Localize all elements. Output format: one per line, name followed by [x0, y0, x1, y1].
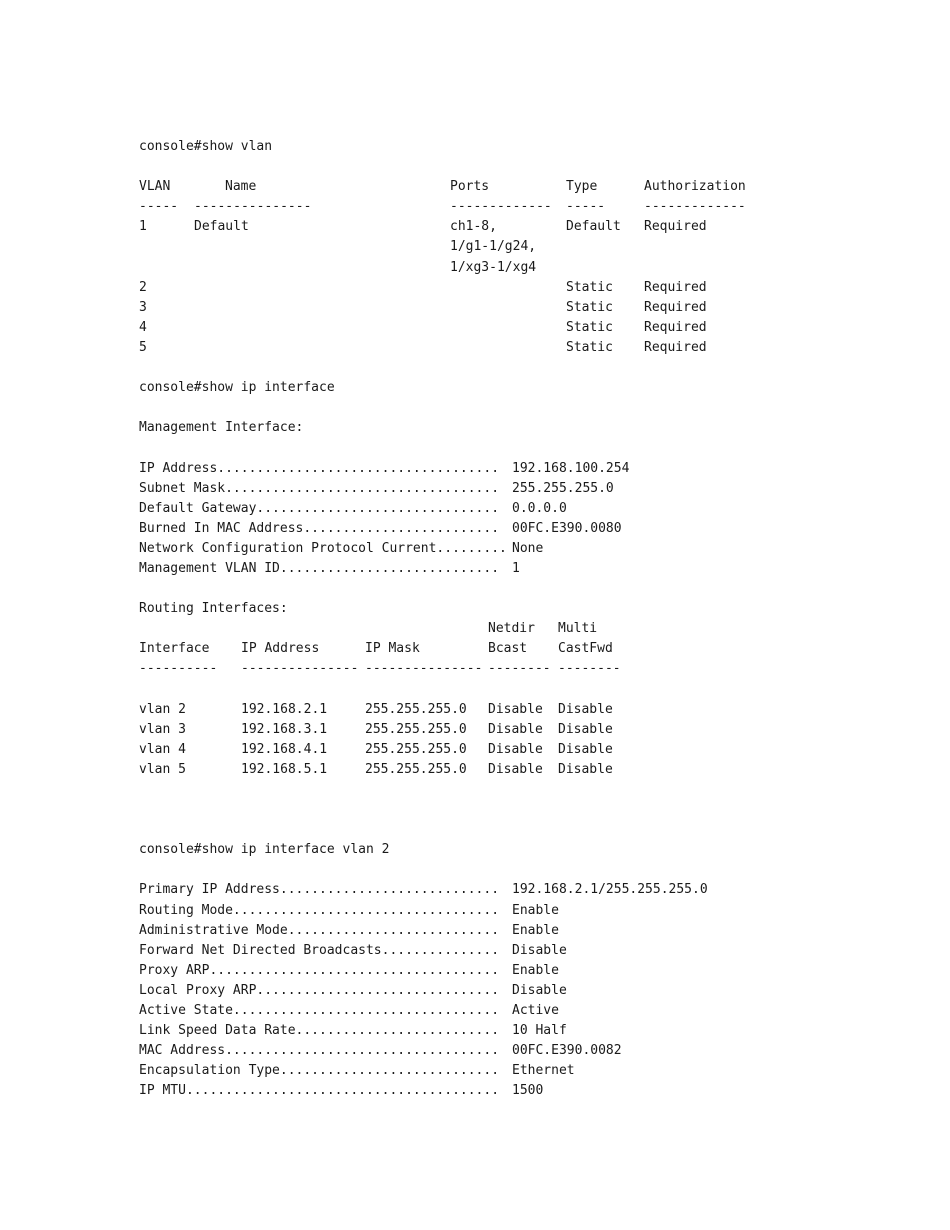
vlan2-value: Disable — [512, 942, 567, 958]
vlan-authorization: Required — [644, 299, 707, 315]
vlan2-value: 00FC.E390.0082 — [512, 1043, 622, 1059]
vlan-type: Static — [566, 339, 613, 355]
vlan2-value: Active — [512, 1003, 559, 1019]
vlan2-label: Routing Mode.................................. — [139, 902, 500, 918]
management-row — [139, 499, 567, 519]
header-interface: Interface — [139, 641, 210, 657]
management-label: Default Gateway............................... — [139, 500, 500, 516]
vlan-row — [139, 338, 707, 358]
header-ports: Ports — [450, 179, 490, 195]
underline-ip-mask: --------------- — [365, 661, 483, 677]
vlan2-value: Ethernet — [512, 1063, 575, 1079]
vlan2-value: 192.168.2.1/255.255.255.0 — [512, 882, 708, 898]
header-netdir: Netdir — [488, 621, 535, 637]
header-bcast: Bcast — [488, 641, 528, 657]
routing-interfaces-title: Routing Interfaces: — [139, 601, 288, 617]
vlan2-row — [139, 901, 559, 921]
vlan2-row — [139, 1061, 575, 1081]
vlan2-row — [139, 1001, 559, 1021]
vlan-id: 5 — [139, 339, 147, 355]
management-row — [139, 539, 544, 559]
routing-ip: 192.168.5.1 — [241, 761, 328, 777]
vlan2-row — [139, 1041, 622, 1061]
terminal-output — [139, 137, 746, 1102]
vlan-name: Default — [194, 219, 249, 235]
vlan-row-continuation — [139, 258, 537, 278]
routing-mask: 255.255.255.0 — [365, 701, 467, 717]
vlan2-row — [139, 941, 567, 961]
vlan2-row — [139, 961, 559, 981]
vlan-id: 4 — [139, 319, 147, 335]
routing-bcast: Disable — [488, 701, 543, 717]
routing-castfwd: Disable — [558, 761, 613, 777]
header-castfwd: CastFwd — [558, 641, 613, 657]
vlan-type: Static — [566, 319, 613, 335]
management-row — [139, 559, 520, 579]
show-ip-interface-vlan-command: console#show ip interface vlan 2 — [139, 842, 390, 858]
management-value: 192.168.100.254 — [512, 460, 630, 476]
vlan-id: 2 — [139, 279, 147, 295]
vlan-ports: 1/g1-1/g24, — [450, 239, 537, 255]
routing-castfwd: Disable — [558, 741, 613, 757]
routing-mask: 255.255.255.0 — [365, 721, 467, 737]
management-value: 1 — [512, 560, 520, 576]
management-row — [139, 519, 622, 539]
header-ip-mask: IP Mask — [365, 641, 420, 657]
header-authorization: Authorization — [644, 179, 746, 195]
routing-row — [139, 740, 613, 760]
routing-row — [139, 760, 613, 780]
vlan2-row — [139, 1081, 544, 1101]
vlan2-value: Enable — [512, 922, 559, 938]
vlan2-label: Primary IP Address............................ — [139, 882, 500, 898]
management-label: IP Address.................................... — [139, 460, 500, 476]
routing-interface: vlan 4 — [139, 741, 186, 757]
vlan2-value: 1500 — [512, 1083, 544, 1099]
vlan-authorization: Required — [644, 219, 707, 235]
underline-ip-address: --------------- — [241, 661, 359, 677]
management-value: 00FC.E390.0080 — [512, 520, 622, 536]
vlan-row-continuation — [139, 237, 537, 257]
management-label: Management VLAN ID............................ — [139, 560, 500, 576]
vlan2-label: Link Speed Data Rate.......................... — [139, 1023, 500, 1039]
routing-interface: vlan 3 — [139, 721, 186, 737]
vlan-row — [139, 217, 707, 237]
vlan2-label: Encapsulation Type............................ — [139, 1063, 500, 1079]
vlan2-row — [139, 880, 708, 900]
vlan2-label: Administrative Mode........................... — [139, 922, 500, 938]
vlan2-value: 10 Half — [512, 1023, 567, 1039]
vlan2-label: Proxy ARP..................................... — [139, 962, 500, 978]
vlan2-label: MAC Address................................... — [139, 1043, 500, 1059]
vlan-authorization: Required — [644, 319, 707, 335]
header-name: Name — [225, 179, 257, 195]
routing-bcast: Disable — [488, 741, 543, 757]
routing-interface: vlan 2 — [139, 701, 186, 717]
vlan-row — [139, 278, 707, 298]
show-vlan-command: console#show vlan — [139, 139, 273, 154]
show-ip-interface-command: console#show ip interface — [139, 380, 335, 396]
vlan-authorization: Required — [644, 279, 707, 295]
routing-table-underline — [139, 659, 621, 679]
vlan2-row — [139, 981, 567, 1001]
underline-authorization: ------------- — [644, 199, 746, 215]
vlan2-label: Forward Net Directed Broadcasts............... — [139, 942, 500, 958]
management-label: Network Configuration Protocol Current......... — [139, 540, 507, 556]
vlan-row — [139, 298, 707, 318]
routing-table-header — [139, 639, 613, 659]
vlan-table-header — [139, 177, 746, 197]
underline-type: ----- — [566, 199, 606, 215]
management-row — [139, 459, 630, 479]
routing-bcast: Disable — [488, 721, 543, 737]
header-type: Type — [566, 179, 598, 195]
routing-bcast: Disable — [488, 761, 543, 777]
underline-ports: ------------- — [450, 199, 552, 215]
vlan-type: Default — [566, 219, 621, 235]
management-interface-title: Management Interface: — [139, 420, 304, 436]
underline-name: --------------- — [194, 199, 312, 215]
vlan2-value: Enable — [512, 962, 559, 978]
underline-bcast: -------- — [488, 661, 551, 677]
vlan2-value: Enable — [512, 902, 559, 918]
routing-mask: 255.255.255.0 — [365, 741, 467, 757]
routing-table-header-top — [139, 619, 598, 639]
underline-vlan: ----- — [139, 199, 179, 215]
management-row — [139, 479, 614, 499]
vlan-ports: ch1-8, — [450, 219, 497, 235]
vlan2-label: Local Proxy ARP............................... — [139, 982, 500, 998]
vlan2-row — [139, 921, 559, 941]
vlan2-value: Disable — [512, 982, 567, 998]
vlan-id: 3 — [139, 299, 147, 315]
management-value: 0.0.0.0 — [512, 500, 567, 516]
header-multi: Multi — [558, 621, 598, 637]
vlan-type: Static — [566, 299, 613, 315]
vlan-authorization: Required — [644, 339, 707, 355]
vlan-type: Static — [566, 279, 613, 295]
routing-row — [139, 700, 613, 720]
vlan2-label: IP MTU........................................ — [139, 1083, 500, 1099]
header-ip-address: IP Address — [241, 641, 320, 657]
vlan-id: 1 — [139, 219, 147, 235]
vlan2-row — [139, 1021, 567, 1041]
routing-row — [139, 720, 613, 740]
vlan-row — [139, 318, 707, 338]
header-vlan: VLAN — [139, 179, 171, 195]
routing-ip: 192.168.2.1 — [241, 701, 328, 717]
underline-interface: ---------- — [139, 661, 218, 677]
routing-ip: 192.168.4.1 — [241, 741, 328, 757]
routing-castfwd: Disable — [558, 701, 613, 717]
vlan2-label: Active State.................................. — [139, 1003, 500, 1019]
management-label: Subnet Mask................................... — [139, 480, 500, 496]
management-label: Burned In MAC Address......................... — [139, 520, 500, 536]
routing-mask: 255.255.255.0 — [365, 761, 467, 777]
management-value: 255.255.255.0 — [512, 480, 614, 496]
routing-interface: vlan 5 — [139, 761, 186, 777]
vlan-ports: 1/xg3-1/xg4 — [450, 259, 537, 275]
management-value: None — [512, 540, 544, 556]
routing-ip: 192.168.3.1 — [241, 721, 328, 737]
routing-castfwd: Disable — [558, 721, 613, 737]
underline-castfwd: -------- — [558, 661, 621, 677]
vlan-table-underline — [139, 197, 746, 217]
